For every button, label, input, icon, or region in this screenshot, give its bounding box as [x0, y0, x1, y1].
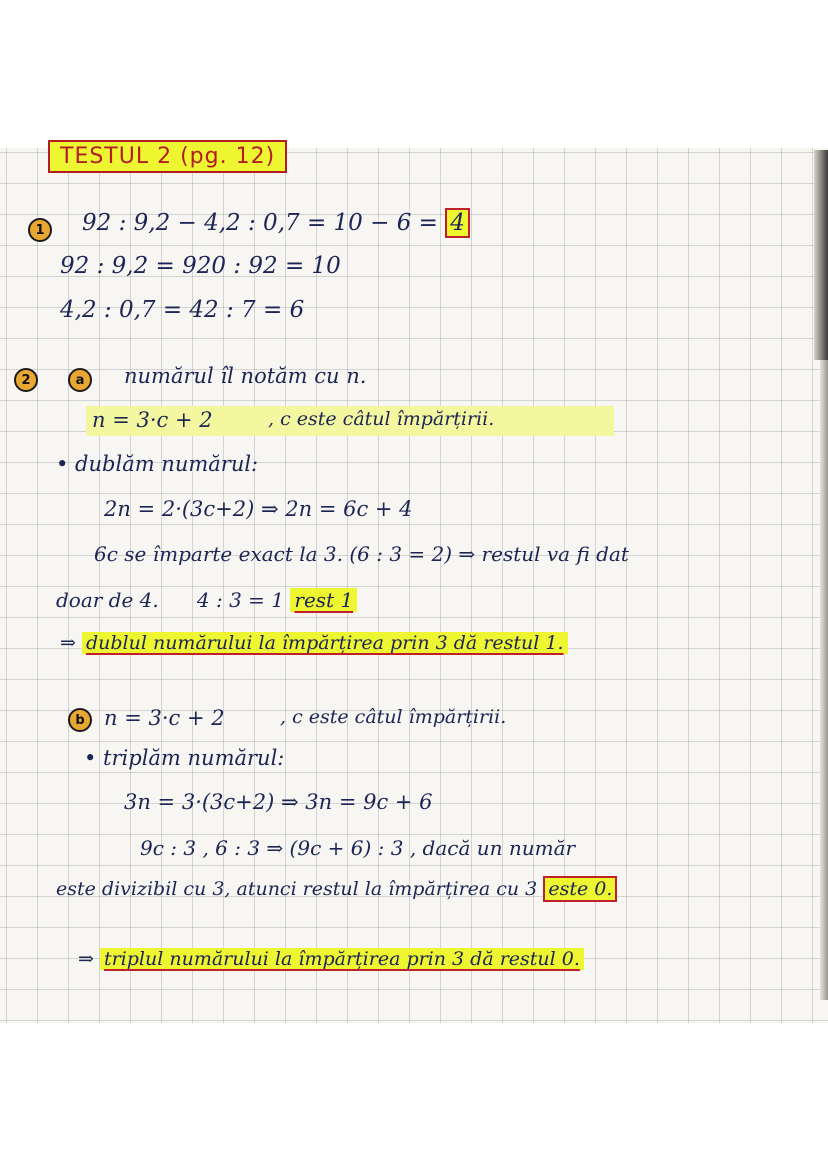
- ex2b-line1-note: , c este câtul împărțirii.: [280, 706, 507, 728]
- exercise-2-number: 2: [14, 368, 38, 392]
- ex2a-line2-note: , c este câtul împărțirii.: [268, 408, 495, 430]
- ex2b-line4: 9c : 3 , 6 : 3 ⇒ (9c + 6) : 3 , dacă un număr: [140, 836, 576, 860]
- ex2a-line2-eq: n = 3·c + 2: [92, 408, 213, 432]
- ex2b-rest-zero: este 0.: [543, 876, 617, 902]
- ex2a-line6b: 4 : 3 = 1: [196, 588, 285, 612]
- ex2b-line3: 3n = 3·(3c+2) ⇒ 3n = 9c + 6: [124, 790, 433, 814]
- ex2a-line3: • dublăm numărul:: [56, 452, 259, 476]
- ex1-equation: [82, 212, 470, 235]
- part-b-label: b: [68, 708, 92, 732]
- ex2b-line5: [56, 880, 617, 899]
- ex2a-line6a: doar de 4.: [56, 588, 159, 612]
- exercise-1-number: 1: [28, 218, 52, 242]
- page-edge-shadow: [814, 150, 828, 360]
- ex2a-line1: numărul îl notăm cu n.: [124, 364, 367, 388]
- ex2b-line5a: este divizibil cu 3, atunci restul la împărțirea cu 3: [56, 878, 538, 900]
- page-edge-shadow-lower: [820, 360, 828, 1000]
- ex2a-conclusion: [60, 634, 568, 653]
- part-a-label: a: [68, 368, 92, 392]
- ex2a-arrow: ⇒: [60, 632, 76, 654]
- page-title: TESTUL 2 (pg. 12): [48, 140, 287, 173]
- ex2a-rest: rest 1: [290, 588, 357, 612]
- ex2a-line4: 2n = 2·(3c+2) ⇒ 2n = 6c + 4: [104, 497, 413, 521]
- ex2b-line1-eq: n = 3·c + 2: [104, 706, 225, 730]
- ex1-answer: 4: [445, 208, 470, 238]
- ex2b-conclusion: [78, 950, 584, 969]
- ex1-line1: 92 : 9,2 − 4,2 : 0,7 = 10 − 6 =: [82, 210, 438, 236]
- ex2b-arrow: ⇒: [78, 948, 94, 970]
- ex2a-line6: [56, 590, 357, 610]
- ex2b-line2: • triplăm numărul:: [84, 746, 285, 770]
- ex2b-conclusion-text: triplul numărului la împărțirea prin 3 dă restul 0.: [100, 948, 584, 970]
- ex2a-line5: 6c se împarte exact la 3. (6 : 3 = 2) ⇒ restul va fi dat: [94, 542, 629, 566]
- ex2a-conclusion-text: dublul numărului la împărțirea prin 3 dă restul 1.: [82, 632, 568, 654]
- ex1-line3: 4,2 : 0,7 = 42 : 7 = 6: [60, 297, 305, 323]
- ex1-line2: 92 : 9,2 = 920 : 92 = 10: [60, 253, 341, 279]
